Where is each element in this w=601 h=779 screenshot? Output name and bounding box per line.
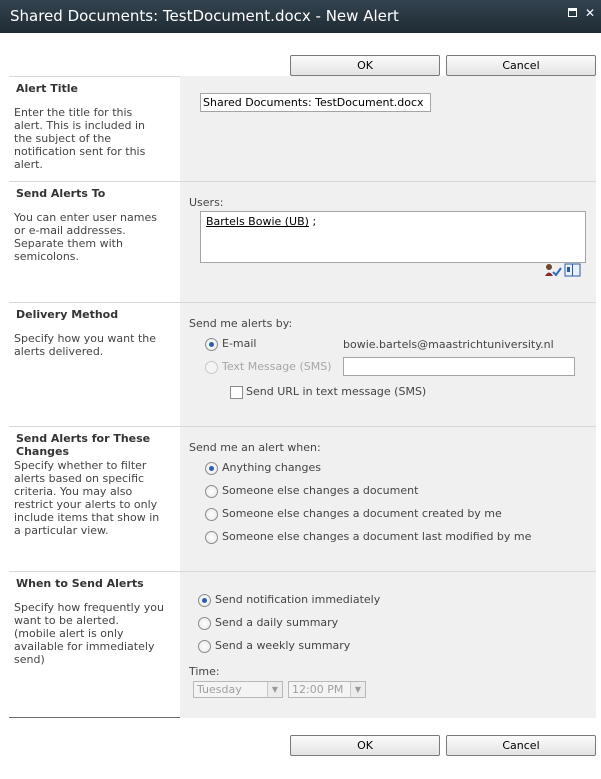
change-option-radio-anything[interactable] — [205, 462, 218, 475]
change-option-radio-someone-else[interactable] — [205, 485, 218, 498]
sms-radio[interactable] — [205, 361, 218, 374]
users-label: Users: — [189, 196, 224, 209]
send-url-checkbox[interactable] — [230, 386, 243, 399]
email-radio[interactable] — [205, 338, 218, 351]
send-alerts-to-heading: Send Alerts To — [16, 187, 106, 200]
time-select-value: 12:00 PM — [292, 683, 344, 696]
chevron-down-icon: ▼ — [267, 682, 282, 697]
sms-label: Text Message (SMS) — [222, 360, 332, 373]
user-entry[interactable]: Bartels Bowie (UB) — [206, 215, 309, 228]
alert-title-heading: Alert Title — [16, 82, 79, 95]
delivery-method-heading: Delivery Method — [16, 308, 119, 321]
ok-button-bottom[interactable]: OK — [290, 735, 440, 756]
send-by-label: Send me alerts by: — [189, 317, 293, 330]
email-address: bowie.bartels@maastrichtuniversity.nl — [343, 338, 554, 351]
frequency-label: Send notification immediately — [215, 593, 381, 606]
change-option-label: Someone else changes a document — [222, 484, 419, 497]
change-option-label: Someone else changes a document created by me — [222, 507, 502, 520]
frequency-radio-immediately[interactable] — [198, 594, 211, 607]
day-select-value: Tuesday — [197, 683, 242, 696]
cancel-button-top[interactable]: Cancel — [446, 55, 596, 76]
changes-description: Specify whether to filter alerts based on specific criteria. You may also restrict your alerts to only include items that show in a particular view. — [14, 459, 160, 537]
alert-title-description: Enter the title for this alert. This is included in the subject of the notification sent for this alert. — [14, 106, 146, 171]
day-select[interactable] — [193, 681, 283, 698]
sms-number-input[interactable] — [343, 357, 575, 376]
user-separator: ; — [308, 215, 317, 228]
dialog-title: Shared Documents: TestDocument.docx - New Alert — [10, 7, 399, 25]
section-divider — [9, 571, 596, 572]
delivery-method-description: Specify how you want the alerts delivered. — [14, 332, 156, 358]
cancel-button-bottom[interactable]: Cancel — [446, 735, 596, 756]
alert-title-input[interactable]: Shared Documents: TestDocument.docx — [200, 93, 431, 112]
section-divider — [9, 181, 596, 182]
time-select[interactable] — [288, 681, 366, 698]
send-url-label: Send URL in text message (SMS) — [246, 385, 427, 398]
chevron-down-icon: ▼ — [350, 682, 365, 697]
send-alerts-to-description: You can enter user names or e-mail addresses. Separate them with semicolons. — [14, 211, 157, 263]
frequency-label: Send a weekly summary — [215, 639, 351, 652]
when-send-heading: When to Send Alerts — [16, 577, 144, 590]
change-option-label: Anything changes — [222, 461, 322, 474]
section-divider — [9, 426, 596, 427]
changes-heading: Send Alerts for These Changes — [16, 432, 151, 458]
address-book-icon[interactable] — [564, 263, 581, 277]
frequency-label: Send a daily summary — [215, 616, 339, 629]
frequency-radio-daily[interactable] — [198, 617, 211, 630]
ok-button-top[interactable]: OK — [290, 55, 440, 76]
section-divider — [9, 302, 596, 303]
when-send-description: Specify how frequently you want to be alerted. (mobile alert is only available for immediately send) — [14, 601, 164, 666]
maximize-icon[interactable] — [565, 6, 579, 20]
close-icon[interactable]: ✕ — [584, 6, 596, 20]
frequency-radio-weekly[interactable] — [198, 640, 211, 653]
change-option-radio-created-by-me[interactable] — [205, 508, 218, 521]
dialog-titlebar — [0, 0, 601, 33]
change-option-label: Someone else changes a document last modified by me — [222, 530, 532, 543]
email-label: E-mail — [222, 337, 257, 350]
time-label: Time: — [189, 665, 220, 678]
alert-when-label: Send me an alert when: — [189, 441, 321, 454]
users-field[interactable] — [200, 211, 586, 263]
check-names-icon[interactable] — [544, 263, 562, 277]
change-option-radio-modified-by-me[interactable] — [205, 531, 218, 544]
